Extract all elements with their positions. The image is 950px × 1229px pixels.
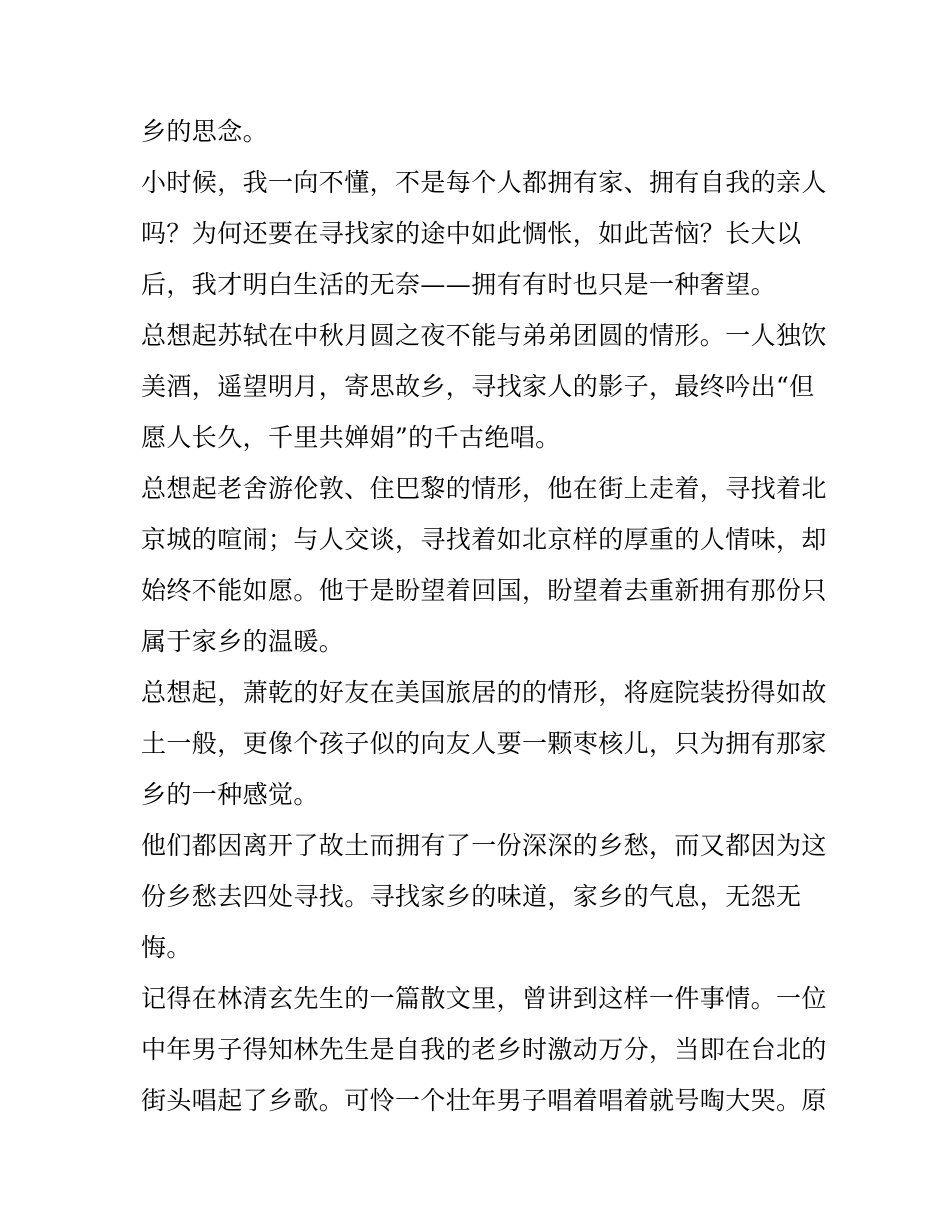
text-line: 属于家乡的温暖。 xyxy=(141,627,345,656)
text-line: 悔。 xyxy=(141,933,192,962)
text-line: 小时候，我一向不懂，不是每个人都拥有家、拥有自我的亲人 xyxy=(141,168,827,197)
text-line: 始终不能如愿。他于是盼望着回国，盼望着去重新拥有那份只 xyxy=(141,576,827,605)
text-line: 乡的思念。 xyxy=(141,117,269,146)
text-line: 街头唱起了乡歌。可怜一个壮年男子唱着唱着就号啕大哭。原 xyxy=(141,1086,827,1115)
body-text xyxy=(141,106,831,1126)
text-line: 中年男子得知林先生是自我的老乡时激动万分，当即在台北的 xyxy=(141,1035,827,1064)
text-line: 愿人长久，千里共婵娟”的千古绝唱。 xyxy=(141,423,561,452)
text-line: 吗？为何还要在寻找家的途中如此惆怅，如此苦恼？长大以 xyxy=(141,219,802,248)
text-line: 总想起，萧乾的好友在美国旅居的的情形，将庭院装扮得如故 xyxy=(141,678,827,707)
text-line: 总想起老舍游伦敦、住巴黎的情形，他在街上走着，寻找着北 xyxy=(141,474,827,503)
text-line: 美酒，遥望明月，寄思故乡，寻找家人的影子，最终吟出“但 xyxy=(141,372,815,401)
text-line: 京城的喧闹；与人交谈，寻找着如北京样的厚重的人情味，却 xyxy=(141,525,827,554)
text-line: 总想起苏轼在中秋月圆之夜不能与弟弟团圆的情形。一人独饮 xyxy=(141,321,827,350)
text-line: 土一般，更像个孩子似的向友人要一颗枣核儿，只为拥有那家 xyxy=(141,729,827,758)
text-line: 乡的一种感觉。 xyxy=(141,780,319,809)
text-line: 记得在林清玄先生的一篇散文里，曾讲到这样一件事情。一位 xyxy=(141,984,827,1013)
text-line: 份乡愁去四处寻找。寻找家乡的味道，家乡的气息，无怨无 xyxy=(141,882,802,911)
text-line: 后，我才明白生活的无奈——拥有有时也只是一种奢望。 xyxy=(141,270,777,299)
text-line: 他们都因离开了故土而拥有了一份深深的乡愁，而又都因为这 xyxy=(141,831,827,860)
